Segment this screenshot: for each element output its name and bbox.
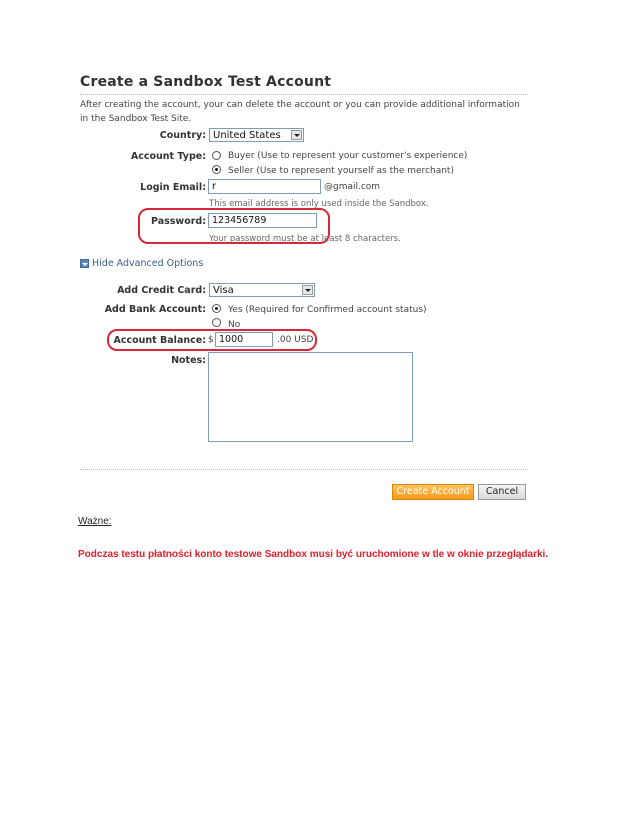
account-type-seller-label: Seller (Use to represent yourself as the merchant) <box>228 166 454 176</box>
balance-suffix: .00 USD <box>277 335 314 345</box>
login-email-suffix: @gmail.com <box>324 182 381 192</box>
password-label: Password: <box>150 216 206 227</box>
note-heading: Ważne: <box>78 516 112 527</box>
cancel-button[interactable]: Cancel <box>478 484 526 500</box>
country-value: United States <box>213 130 281 141</box>
account-type-buyer-radio[interactable] <box>212 151 221 160</box>
account-type-label: Account Type: <box>130 151 206 162</box>
login-email-hint: This email address is only used inside the Sandbox. <box>209 199 429 209</box>
account-type-buyer-label: Buyer (Use to represent your customer's experience) <box>228 151 468 161</box>
chevron-down-icon <box>302 285 313 295</box>
intro-text: After creating the account, your can delete the account or you can provide additional information in the Sandbox Test Site. <box>80 100 520 124</box>
bank-account-no-label: No <box>228 320 241 330</box>
account-balance-label: Account Balance: <box>113 335 206 346</box>
bank-account-label: Add Bank Account: <box>104 304 206 315</box>
bank-account-yes-radio[interactable] <box>212 304 221 313</box>
credit-card-value: Visa <box>213 285 234 296</box>
collapse-icon[interactable] <box>80 259 89 268</box>
country-select[interactable] <box>209 128 304 142</box>
notes-label: Notes: <box>171 355 206 366</box>
credit-card-label: Add Credit Card: <box>117 285 206 296</box>
notes-textarea[interactable] <box>208 352 413 442</box>
bottom-divider <box>80 469 528 470</box>
create-account-button[interactable]: Create Account <box>392 484 474 500</box>
login-email-input[interactable]: r <box>208 179 321 194</box>
credit-card-select[interactable] <box>209 283 315 297</box>
balance-currency-symbol: $ <box>208 335 214 345</box>
bank-account-no-radio[interactable] <box>212 318 221 327</box>
country-label: Country: <box>159 130 206 141</box>
title-divider <box>80 94 528 95</box>
page-title: Create a Sandbox Test Account <box>80 74 332 90</box>
hide-advanced-options-link[interactable]: Hide Advanced Options <box>92 258 204 269</box>
bank-account-yes-label: Yes (Required for Confirmed account status) <box>228 305 427 315</box>
login-email-label: Login Email: <box>140 182 206 193</box>
account-balance-input[interactable]: 1000 <box>215 332 273 347</box>
chevron-down-icon <box>291 130 302 140</box>
password-input[interactable]: 123456789 <box>208 213 317 228</box>
account-type-seller-radio[interactable] <box>212 165 221 174</box>
password-hint: Your password must be at least 8 characters. <box>209 234 401 244</box>
note-warning-text: Podczas testu płatności konto testowe Sandbox musi być uruchomione w tle w oknie przeglądarki. <box>78 549 549 560</box>
